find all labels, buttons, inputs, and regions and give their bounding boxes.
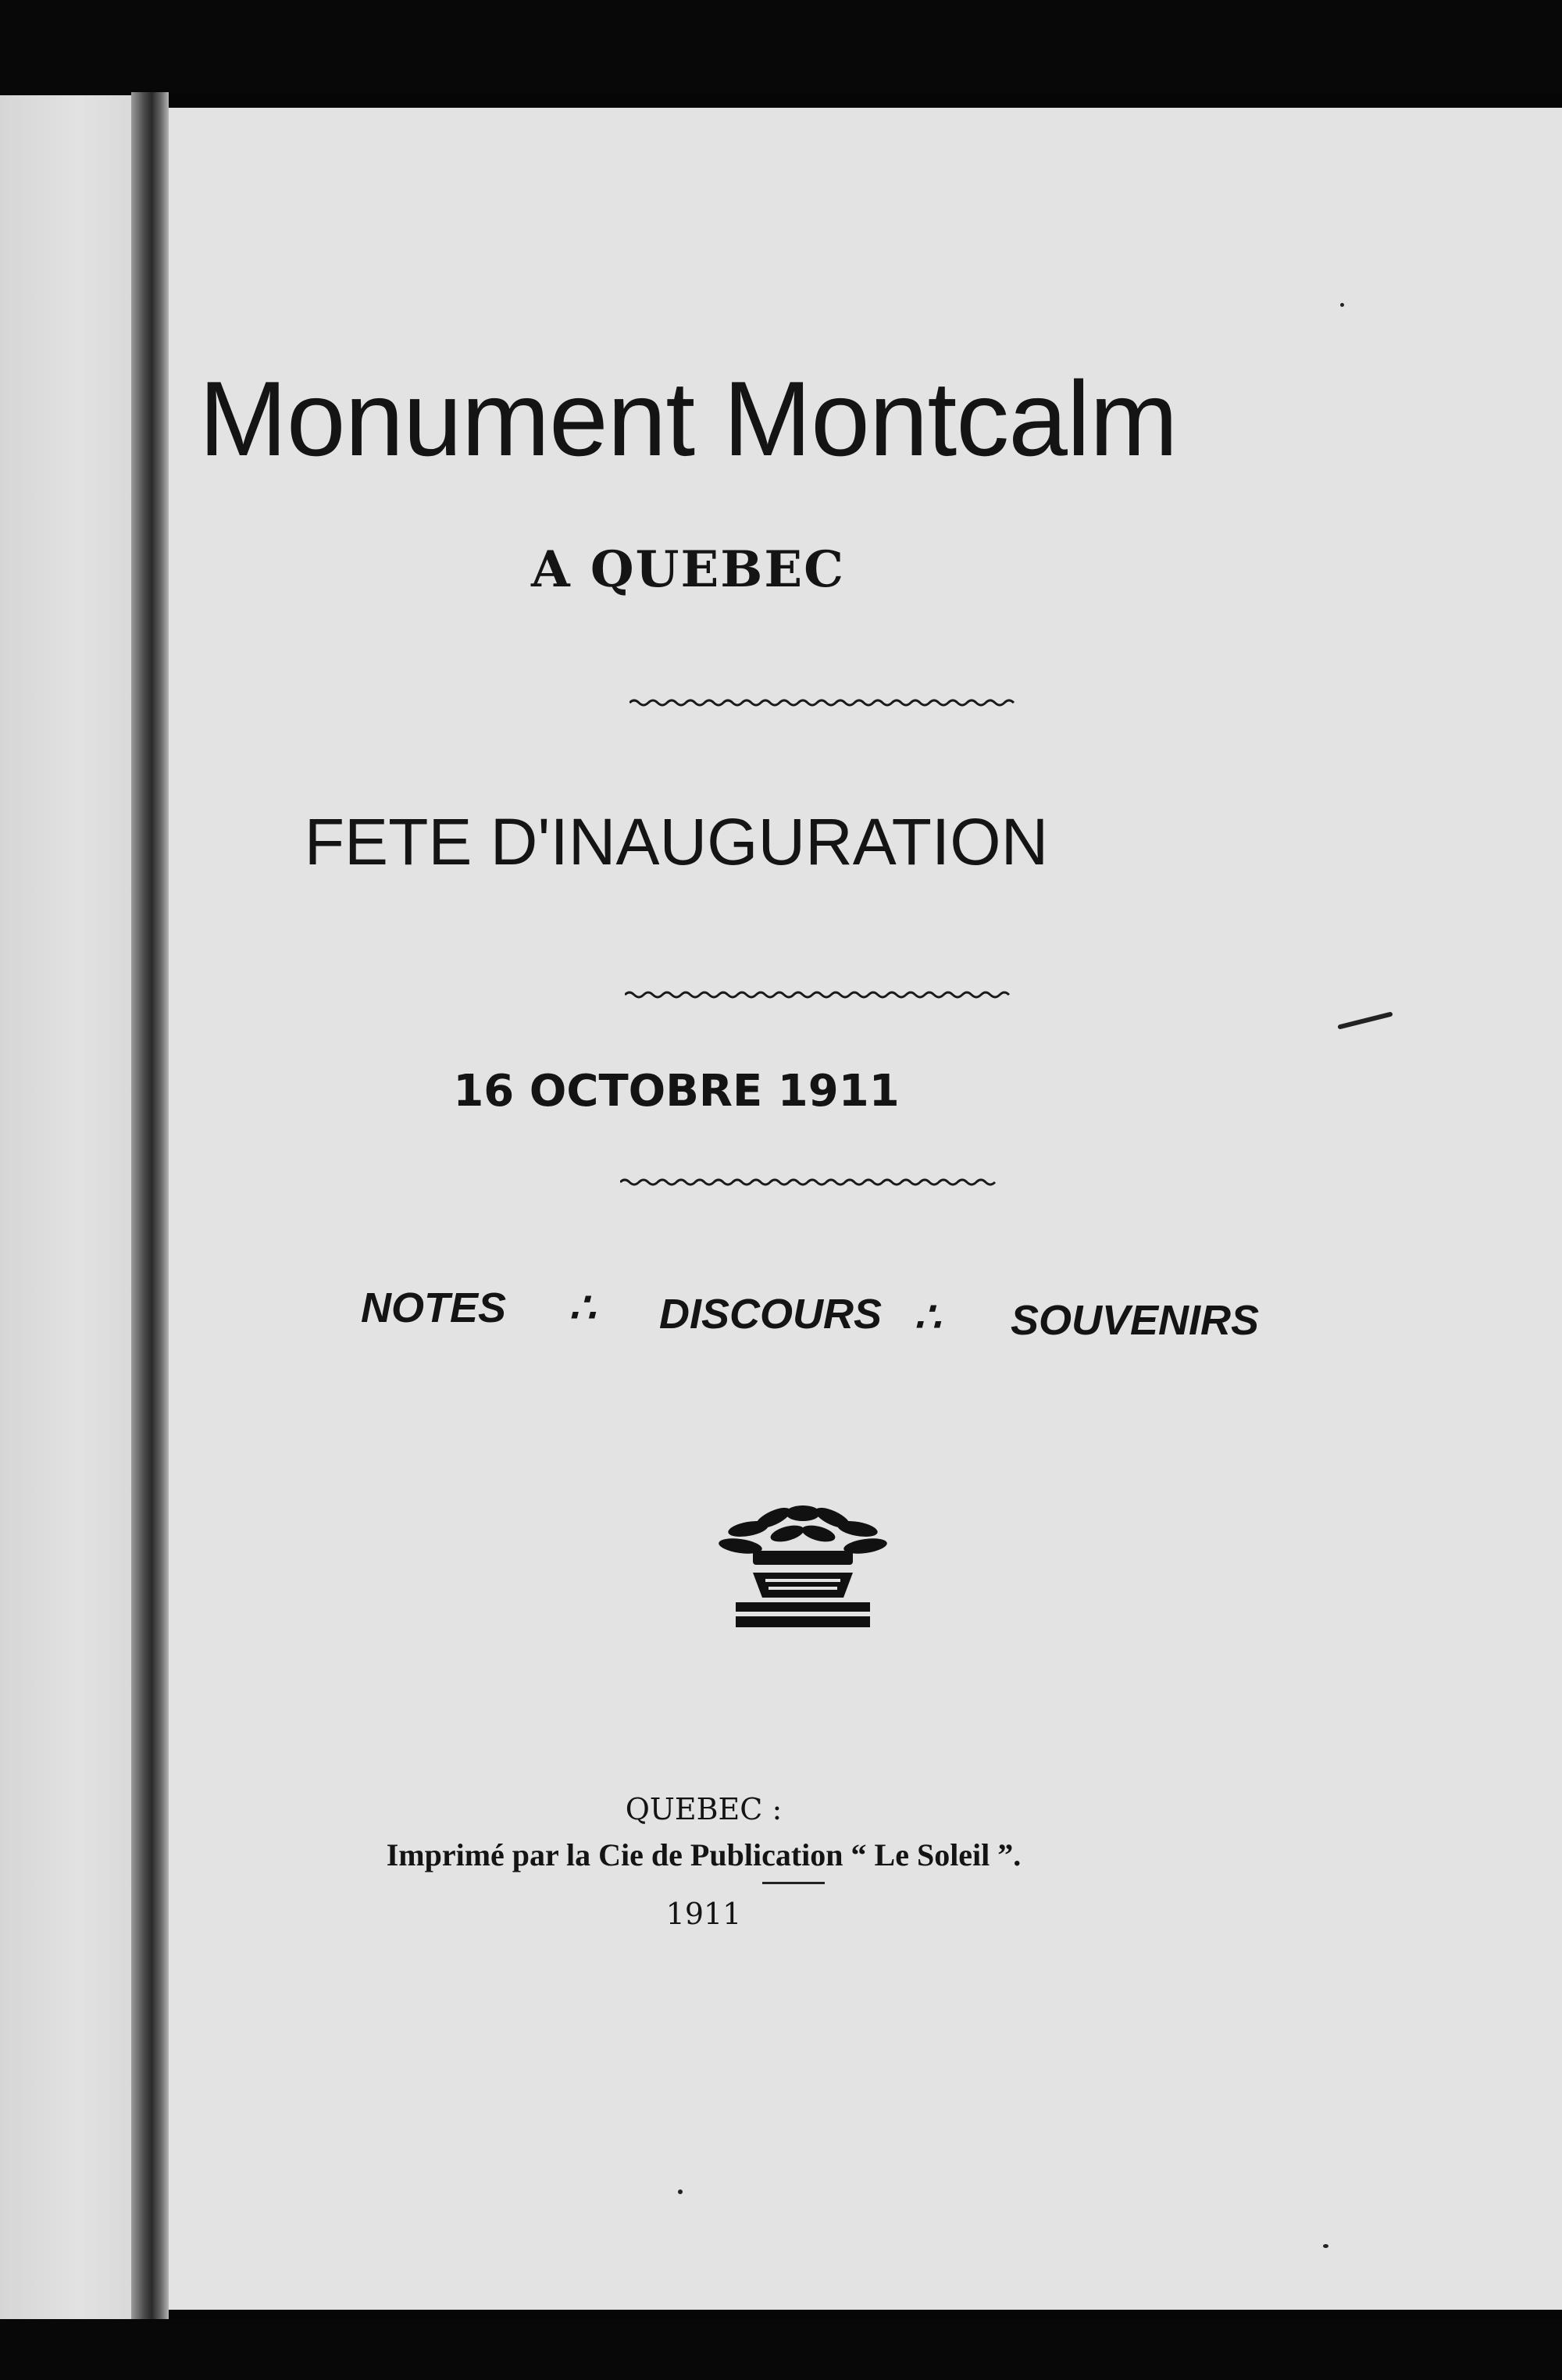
publisher-imprint: Imprimé par la Cie de Publication “ Le Soleil ”.: [386, 1837, 1022, 1872]
wavy-rule-2: [625, 985, 1015, 1004]
wheat-basket-icon: [709, 1498, 897, 1630]
title-page: [169, 108, 1562, 2310]
scan-speck: [678, 2189, 683, 2194]
scan-speck: [1323, 2244, 1328, 2248]
scan-mark: [1337, 1011, 1393, 1029]
publisher-rule: [762, 1882, 825, 1884]
scan-border-bottom: [0, 2319, 1562, 2380]
scan-speck: [1340, 303, 1344, 307]
section-souvenirs: SOUVENIRS: [1011, 1297, 1260, 1344]
facing-page-edge: [0, 95, 131, 2319]
book-title: Monument Montcalm: [198, 359, 1178, 478]
contents-line: [169, 1284, 1309, 1344]
separator-2: ∴: [914, 1294, 941, 1341]
wavy-rule-3: [620, 1173, 1003, 1192]
separator-1: ∴: [569, 1284, 596, 1331]
book-subtitle: A QUEBEC: [530, 540, 846, 599]
publisher-city: QUEBEC :: [625, 1792, 783, 1826]
section-notes: NOTES: [361, 1284, 507, 1331]
event-heading: FETE D'INAUGURATION: [304, 805, 1049, 878]
event-date: 16 OCTOBRE 1911: [453, 1066, 900, 1117]
wavy-rule-1: [629, 693, 1020, 712]
scan-border-top: [0, 0, 1562, 94]
book-spine: [131, 92, 169, 2322]
publication-year: 1911: [665, 1897, 742, 1931]
section-discours: DISCOURS: [659, 1291, 883, 1338]
